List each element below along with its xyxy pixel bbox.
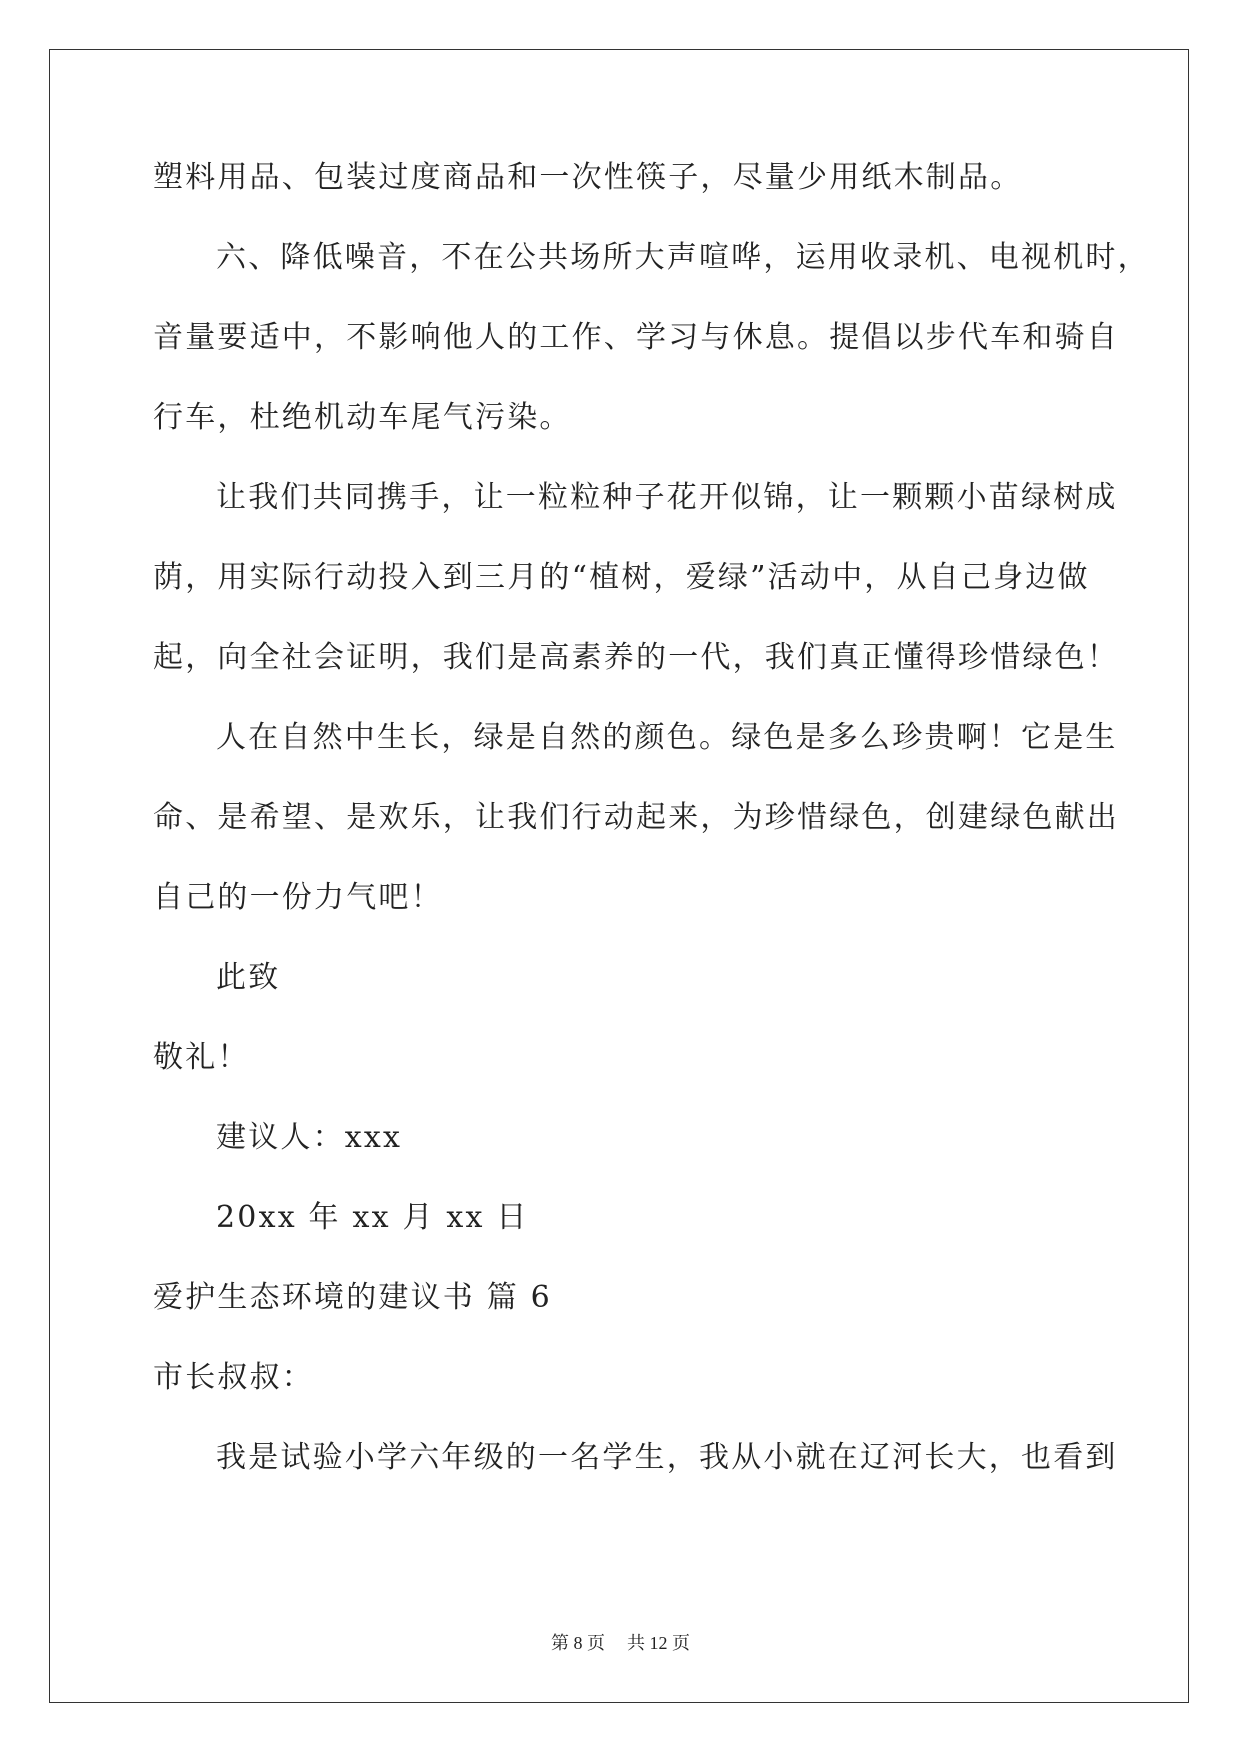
body-line: 行车，杜绝机动车尾气污染。 (153, 400, 572, 435)
page-footer (0, 1631, 1241, 1655)
closing-salutation: 此致 (216, 960, 281, 995)
signature-line: 建议人：xxx (216, 1120, 403, 1155)
body-line: 六、降低噪音，不在公共场所大声喧哗，运用收录机、电视机时， (216, 240, 1150, 275)
letter-greeting: 市长叔叔： (153, 1360, 314, 1395)
page-total: 共 12 页 (627, 1633, 690, 1653)
body-line: 起，向全社会证明，我们是高素养的一代，我们真正懂得珍惜绿色！ (153, 640, 1119, 675)
body-line: 人在自然中生长，绿是自然的颜色。绿色是多么珍贵啊！它是生 (216, 720, 1118, 755)
body-line: 自己的一份力气吧！ (153, 880, 443, 915)
page-number: 第 8 页 (551, 1633, 605, 1653)
date-line: 20xx 年 xx 月 xx 日 (216, 1200, 529, 1235)
body-line: 让我们共同携手，让一粒粒种子花开似锦，让一颗颗小苗绿树成 (216, 480, 1118, 515)
closing-regards: 敬礼！ (153, 1040, 250, 1075)
body-line: 命、是希望、是欢乐，让我们行动起来，为珍惜绿色，创建绿色献出 (153, 800, 1119, 835)
body-line: 我是试验小学六年级的一名学生，我从小就在辽河长大，也看到 (216, 1440, 1118, 1475)
body-line: 塑料用品、包装过度商品和一次性筷子，尽量少用纸木制品。 (153, 160, 1023, 195)
section-heading: 爱护生态环境的建议书 篇 6 (153, 1280, 552, 1315)
body-line: 荫，用实际行动投入到三月的“植树，爱绿”活动中，从自己身边做 (153, 560, 1090, 595)
body-line: 音量要适中，不影响他人的工作、学习与休息。提倡以步代车和骑自 (153, 320, 1119, 355)
